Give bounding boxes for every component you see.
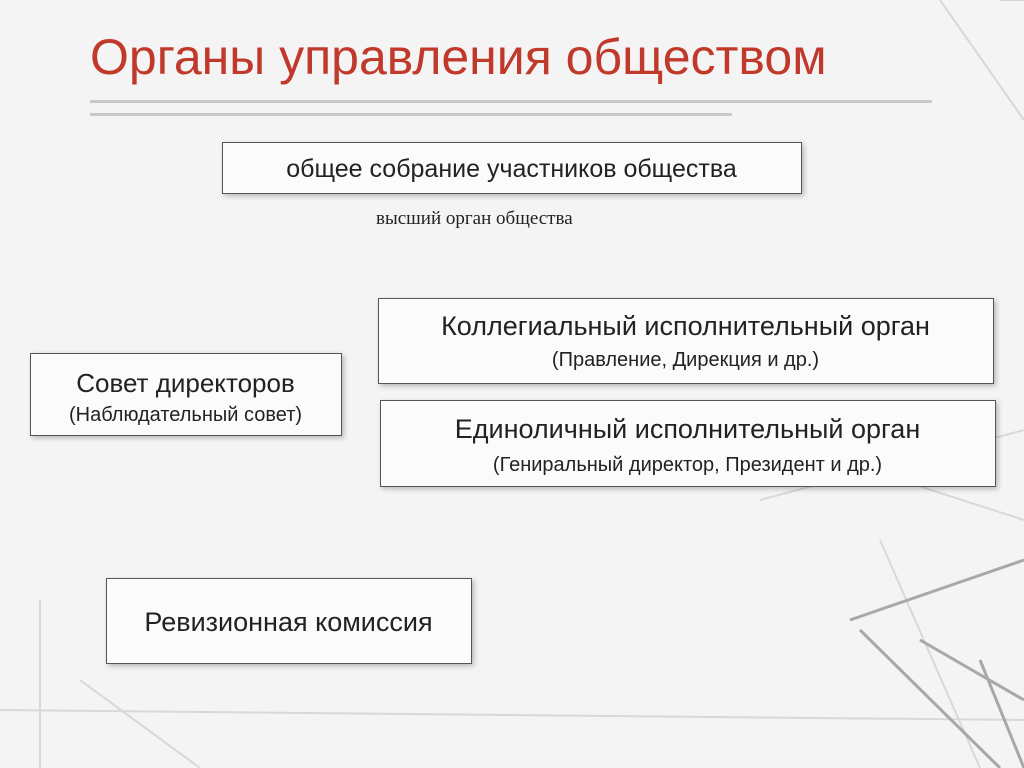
general-meeting-label: общее собрание участников общества: [286, 155, 737, 183]
general-meeting-note: высший орган общества: [376, 208, 573, 229]
board-of-directors-label: Совет директоров: [76, 368, 295, 398]
collegial-executive-label: Коллегиальный исполнительный орган: [441, 311, 930, 341]
title-underline: [90, 100, 932, 103]
title-underline-secondary: [90, 113, 732, 116]
general-meeting-box: [222, 142, 802, 194]
collegial-executive-sublabel: (Правление, Дирекция и др.): [551, 349, 820, 371]
page-title: Органы управления обществом: [90, 29, 827, 85]
collegial-executive-box: [378, 298, 994, 384]
sole-executive-sublabel: (Гениральный директор, Президент и др.): [492, 454, 883, 476]
sole-executive-label: Единоличный исполнительный орган: [454, 414, 921, 444]
audit-commission-box: [106, 578, 472, 664]
board-of-directors-sublabel: (Наблюдательный совет): [68, 404, 303, 426]
sole-executive-box: [380, 400, 996, 487]
board-of-directors-box: [30, 353, 342, 436]
audit-commission-label: Ревизионная комиссия: [144, 607, 433, 637]
